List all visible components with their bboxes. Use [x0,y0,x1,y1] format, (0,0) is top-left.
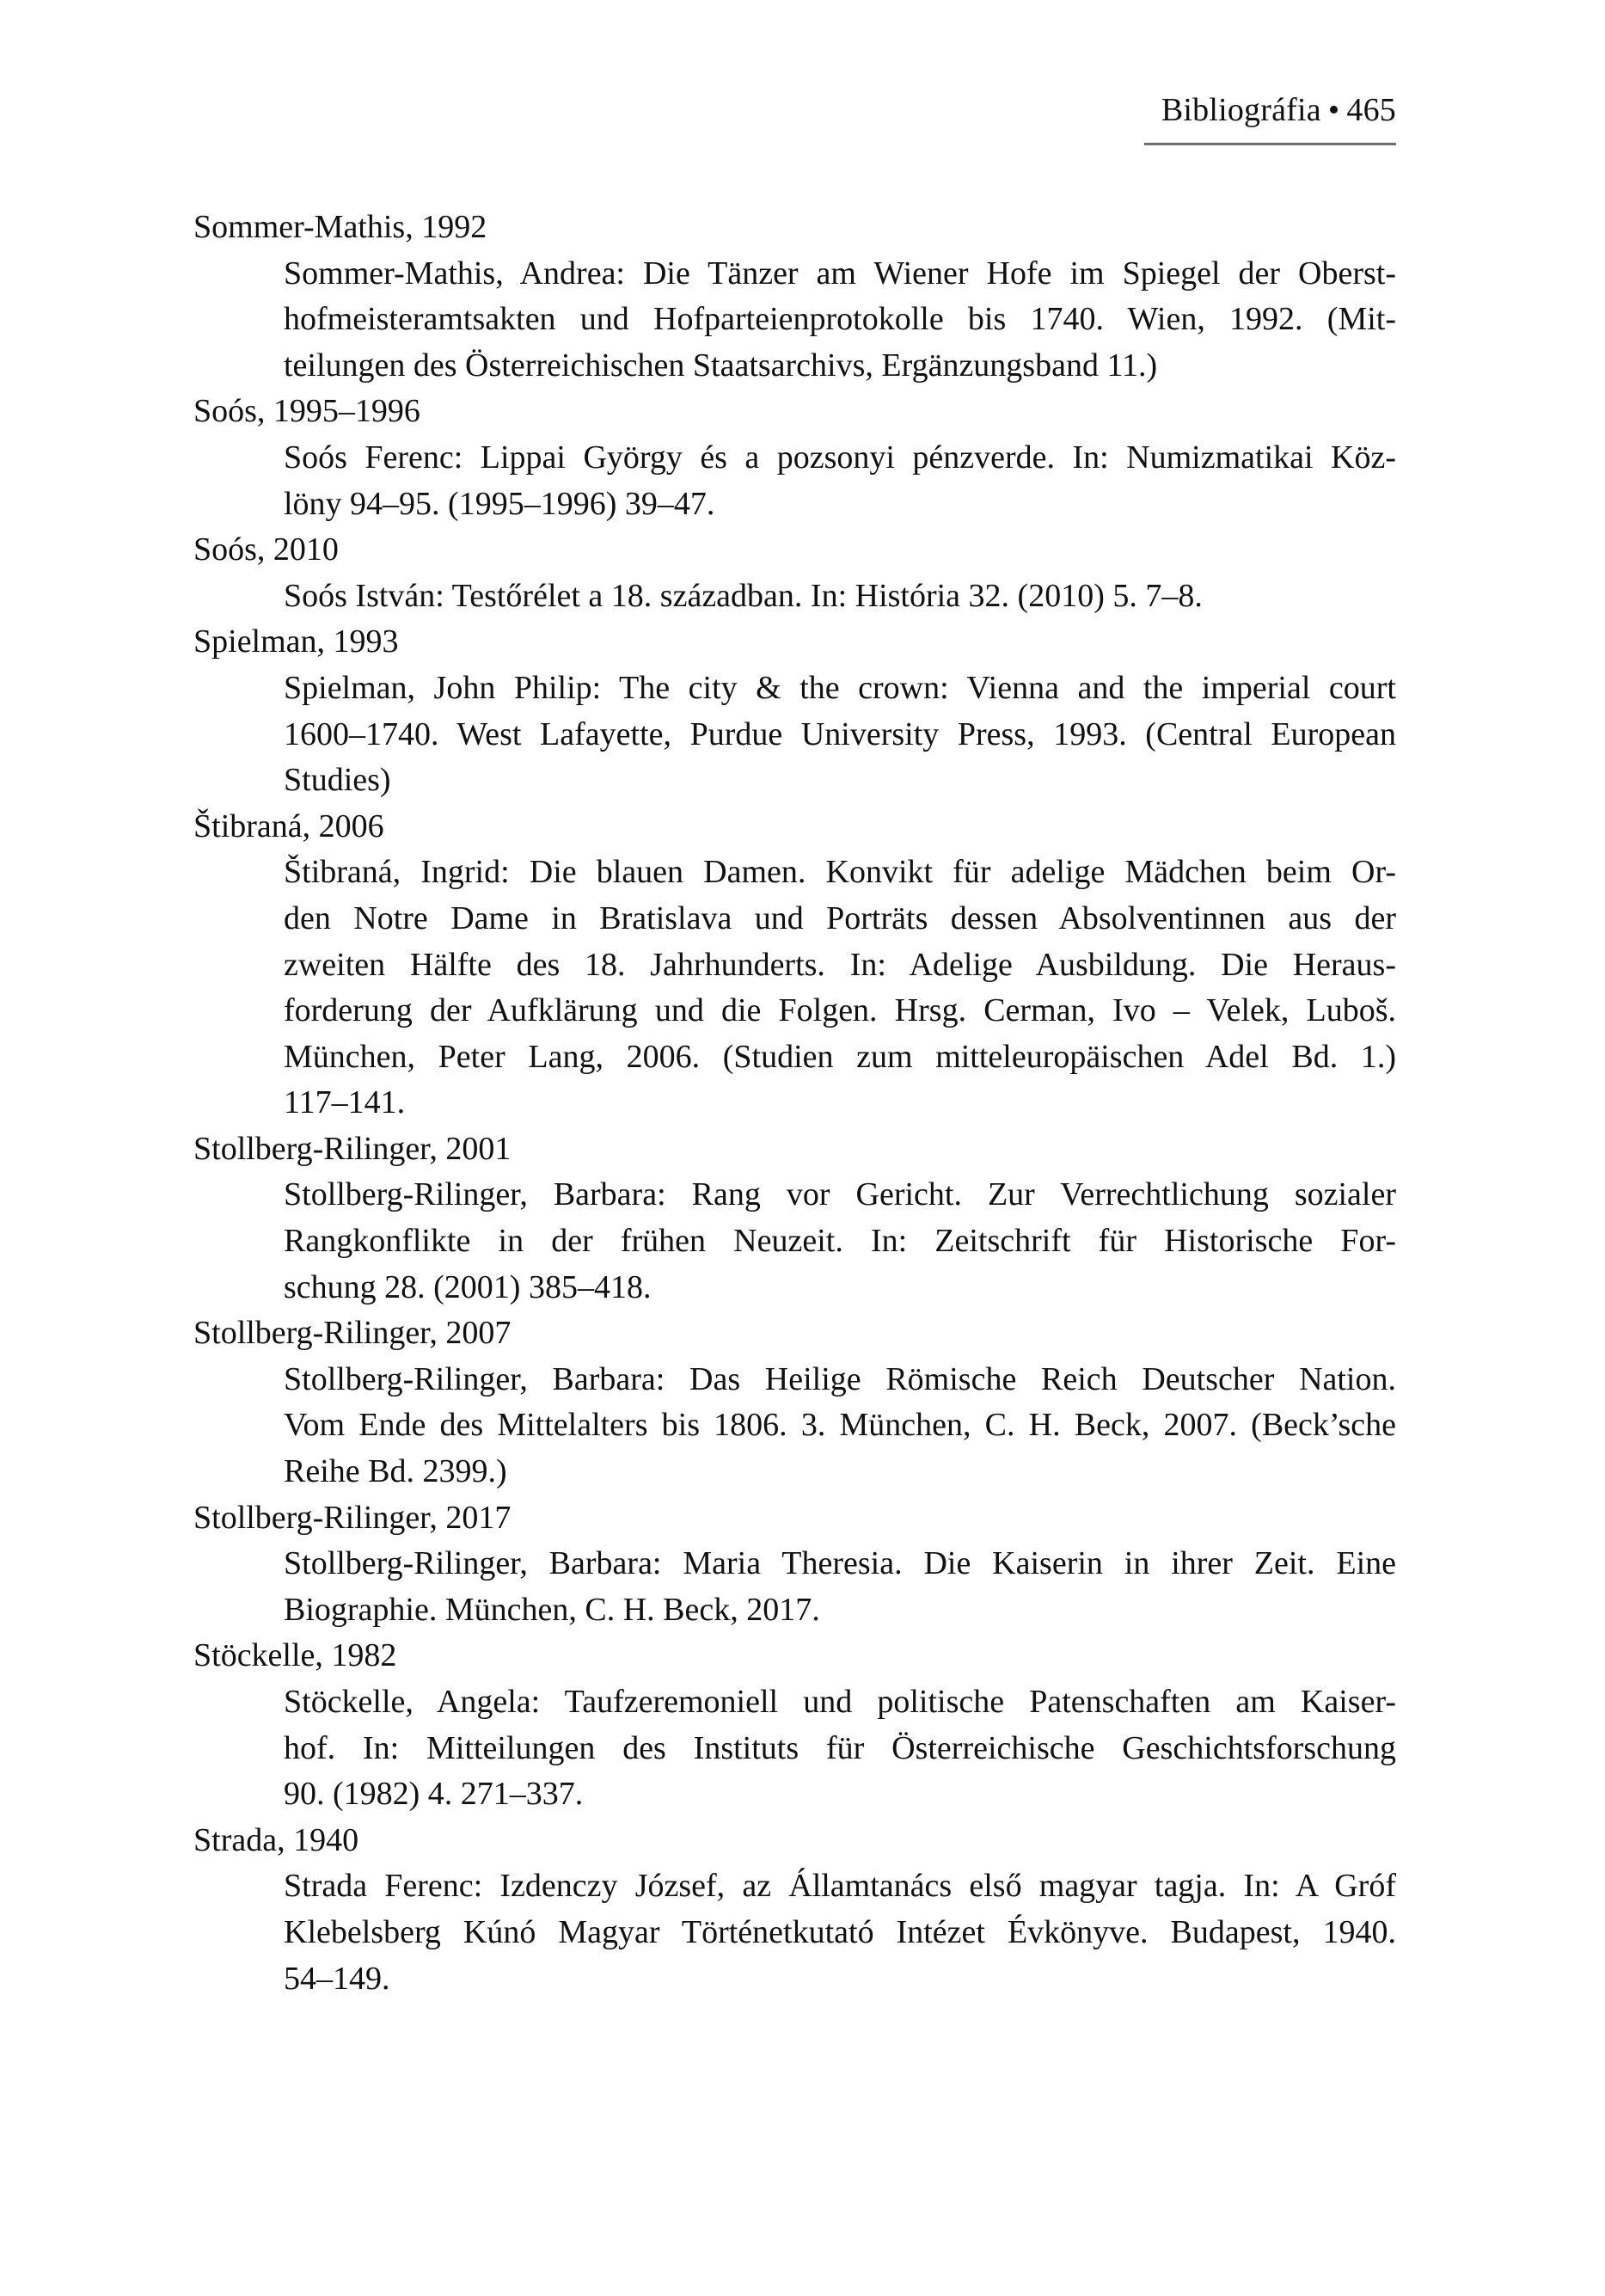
entry-reference [284,1172,1396,1311]
entry-reference [284,435,1396,527]
reference-line: 1600–1740. West Lafayette, Purdue University Press, 1993. (Central European [284,715,1396,752]
bibliography-entry [193,1818,1396,2002]
entry-key: Soós, 1995–1996 [193,393,420,430]
bibliography-entry [193,205,1396,389]
entry-reference [284,251,1396,390]
reference-line: Rangkonflikte in der frühen Neuzeit. In: Zeitschrift für Historische For- [284,1223,1396,1260]
reference-line: 54–149. [284,1960,390,1997]
reference-line: hof. In: Mitteilungen des Instituts für Österreichische Geschichtsforschung [284,1729,1396,1766]
entry-key: Štibraná, 2006 [193,807,384,844]
entry-reference [284,1679,1396,1818]
reference-line: Stollberg-Rilinger, Barbara: Maria Theresia. Die Kaiserin in ihrer Zeit. Eine [284,1545,1396,1582]
reference-line: Stöckelle, Angela: Taufzeremoniell und politische Patenschaften am Kaiser- [284,1684,1396,1720]
reference-line: Reihe Bd. 2399.) [284,1453,507,1490]
reference-line: Soós Ferenc: Lippai György és a pozsonyi pénzverde. In: Numizmatikai Köz- [284,439,1396,476]
reference-line: München, Peter Lang, 2006. (Studien zum mitteleuropäischen Adel Bd. 1.) [284,1038,1396,1075]
section-title: Bibliográfia [1161,92,1321,128]
entry-key: Stollberg-Rilinger, 2001 [193,1130,512,1167]
reference-line: Vom Ende des Mittelalters bis 1806. 3. München, C. H. Beck, 2007. (Beck’sche [284,1407,1396,1444]
page-number: 465 [1346,92,1396,128]
bibliography-entry [193,1127,1396,1311]
bibliography-entry [193,1633,1396,1817]
bibliography-entry [193,527,1396,619]
entry-key: Sommer-Mathis, 1992 [193,209,487,245]
running-header [1161,89,1396,131]
reference-line: Soós István: Testőrélet a 18. században. In: História 32. (2010) 5. 7–8. [284,577,1203,614]
entry-reference [284,1863,1396,2002]
reference-line: Stollberg-Rilinger, Barbara: Das Heilige Römische Reich Deutscher Nation. [284,1360,1396,1397]
reference-line: 90. (1982) 4. 271–337. [284,1776,584,1813]
bibliography-entry [193,619,1396,803]
entry-reference [284,1357,1396,1495]
entry-key: Stöckelle, 1982 [193,1637,397,1674]
bibliography-list [193,205,1396,2002]
bibliography-entry [193,1311,1396,1495]
reference-line: Stollberg-Rilinger, Barbara: Rang vor Gericht. Zur Verrechtlichung sozialer [284,1176,1396,1213]
reference-line: Studies) [284,762,391,799]
header-rule [1144,143,1396,145]
reference-line: löny 94–95. (1995–1996) 39–47. [284,485,715,522]
reference-line: Sommer-Mathis, Andrea: Die Tänzer am Wiener Hofe im Spiegel der Oberst- [284,255,1396,292]
bullet-separator: • [1327,92,1340,128]
reference-line: schung 28. (2001) 385–418. [284,1268,652,1305]
reference-line: Spielman, John Philip: The city & the crown: Vienna and the imperial court [284,669,1396,706]
reference-line: 117–141. [284,1084,406,1121]
reference-line: teilungen des Österreichischen Staatsarchivs, Ergänzungsband 11.) [284,347,1158,384]
reference-line: hofmeisteramtsakten und Hofparteienprotokolle bis 1740. Wien, 1992. (Mit- [284,301,1396,338]
bibliography-entry [193,389,1396,527]
reference-line: Biographie. München, C. H. Beck, 2017. [284,1591,820,1628]
entry-key: Spielman, 1993 [193,623,399,660]
entry-reference [284,574,1396,620]
entry-key: Stollberg-Rilinger, 2007 [193,1315,512,1352]
entry-reference [284,1541,1396,1633]
reference-line: zweiten Hälfte des 18. Jahrhunderts. In: Adelige Ausbildung. Die Heraus- [284,946,1396,983]
reference-line: den Notre Dame in Bratislava und Porträts dessen Absolventinnen aus der [284,899,1396,936]
reference-line: forderung der Aufklärung und die Folgen. Hrsg. Cerman, Ivo – Velek, Luboš. [284,992,1396,1029]
entry-reference [284,666,1396,804]
entry-key: Stollberg-Rilinger, 2017 [193,1499,512,1536]
entry-reference [284,850,1396,1127]
reference-line: Klebelsberg Kúnó Magyar Történetkutató Intézet Évkönyve. Budapest, 1940. [284,1913,1396,1950]
reference-line: Strada Ferenc: Izdenczy József, az Államtanács első magyar tagja. In: A Gróf [284,1868,1396,1905]
entry-key: Strada, 1940 [193,1821,359,1858]
reference-line: Štibraná, Ingrid: Die blauen Damen. Konvikt für adelige Mädchen beim Or- [284,854,1396,891]
bibliography-entry [193,1495,1396,1634]
bibliography-entry [193,804,1396,1127]
entry-key: Soós, 2010 [193,531,339,568]
